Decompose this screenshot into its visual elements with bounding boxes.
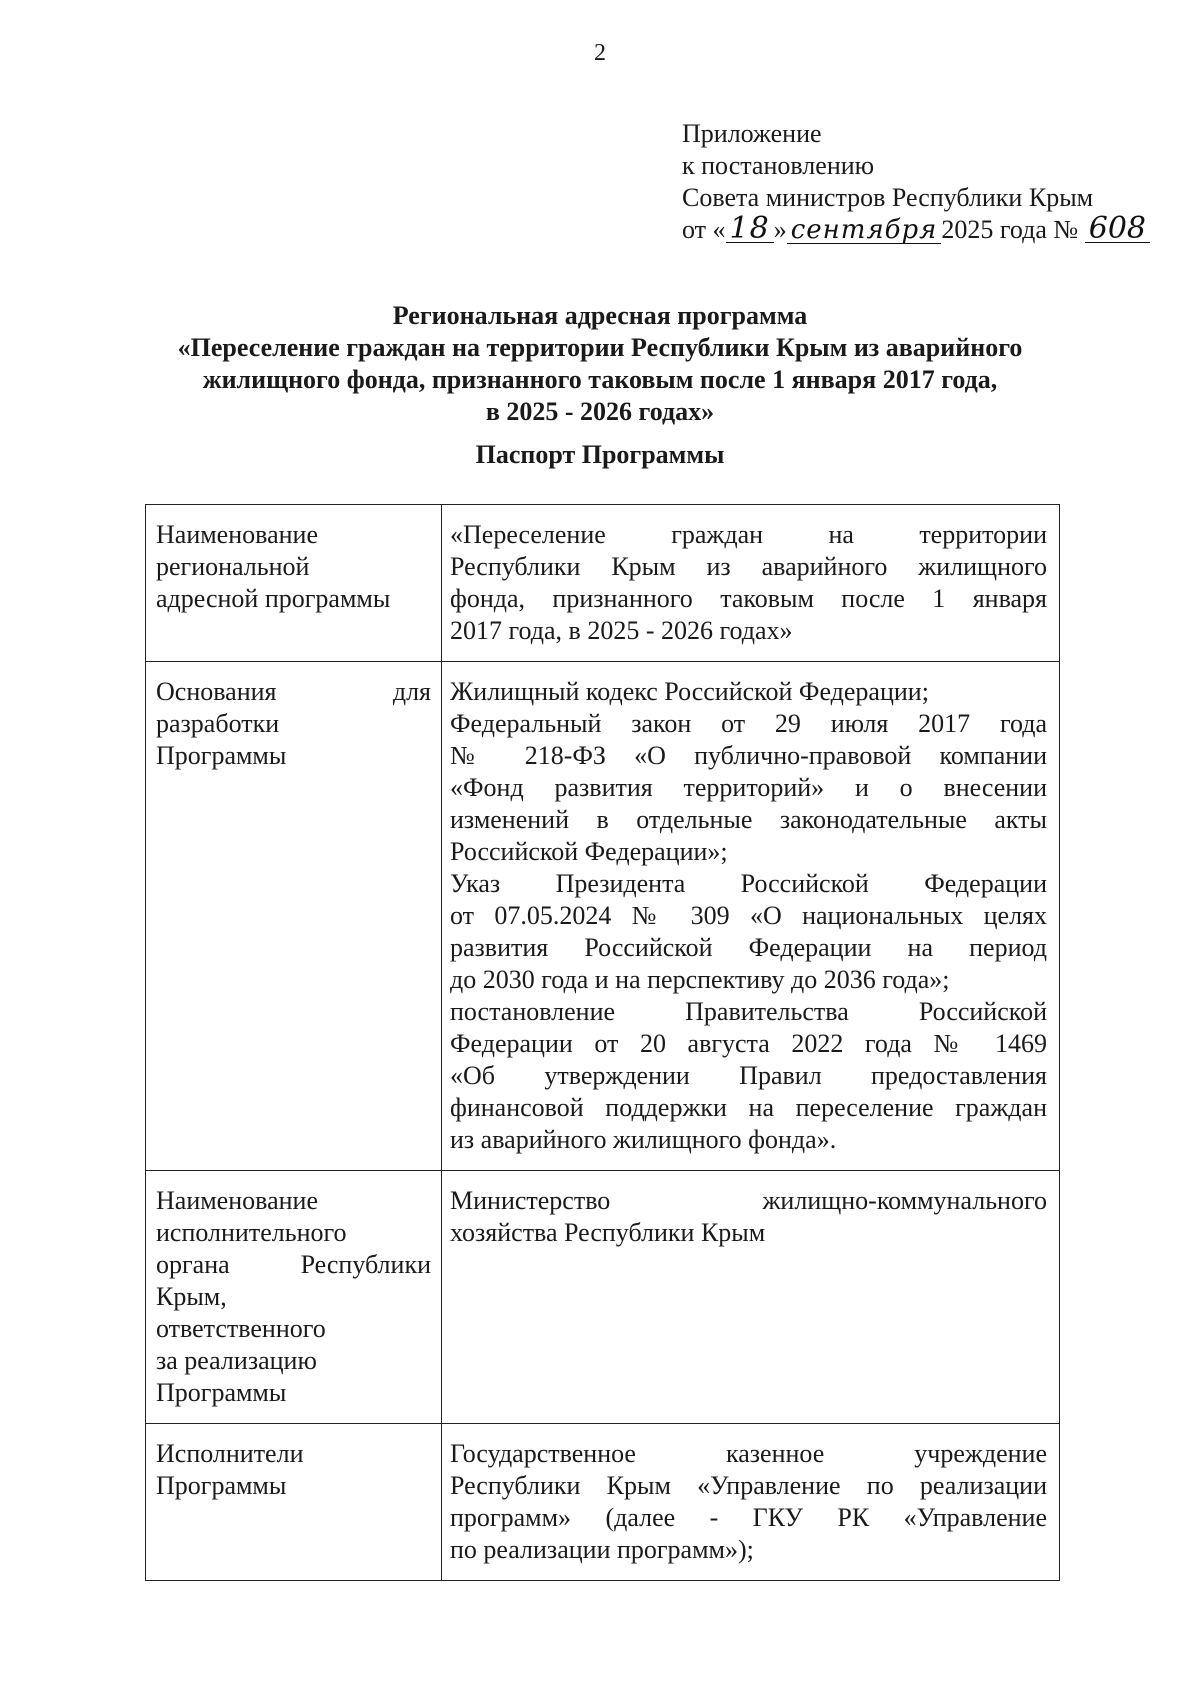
row-value-cell	[442, 662, 1060, 1171]
title-line-4: в 2025 - 2026 годах»	[485, 397, 715, 426]
row-value-line: до 2030 года и на перспективу до 2036 года»;	[450, 965, 950, 994]
handwritten-day: 18	[726, 216, 774, 243]
row-label-line: Программы	[156, 1471, 287, 1500]
row-value-line: «Об утверждении Правил предоставления	[450, 1061, 1047, 1090]
row-value-line: Федерации от 20 августа 2022 года № 1469	[450, 1029, 1047, 1058]
row-value-line: от 07.05.2024 № 309 «О национальных целях	[450, 901, 1047, 930]
row-value-line: программ» (далее - ГКУ РК «Управление	[450, 1503, 1047, 1532]
row-value-line: «Фонд развития территорий» и о внесении	[450, 773, 1047, 802]
row-value-line: Российской Федерации»;	[450, 837, 728, 866]
appendix-line-1: Приложение	[682, 119, 822, 148]
row-label-line: разработки	[156, 709, 280, 738]
handwritten-number: 608	[1085, 216, 1150, 243]
row-label-line: за реализацию	[156, 1346, 317, 1375]
title-line-3: жилищного фонда, признанного таковым после 1 января 2017 года,	[202, 365, 998, 394]
date-mid: »	[773, 215, 787, 244]
row-label-line: Основания для	[156, 677, 431, 706]
row-value-line: 2017 года, в 2025 - 2026 годах»	[450, 616, 793, 645]
document-title	[0, 300, 1200, 428]
row-value-cell	[442, 505, 1060, 662]
row-label-cell	[146, 505, 442, 662]
row-value-line: из аварийного жилищного фонда».	[450, 1125, 837, 1154]
row-label-line: ответственного	[156, 1314, 326, 1343]
passport-table	[145, 504, 1060, 1581]
row-value-line: Республики Крым из аварийного жилищного	[450, 552, 1047, 581]
appendix-block	[682, 118, 1150, 246]
handwritten-month: сентября	[787, 217, 942, 244]
title-line-2: «Переселение граждан на территории Республики Крым из аварийного	[177, 333, 1023, 362]
row-label-line: Программы	[156, 1378, 287, 1407]
row-value-line: финансовой поддержки на переселение граждан	[450, 1093, 1047, 1122]
row-value-line: постановление Правительства Российской	[450, 997, 1047, 1026]
date-prefix: от «	[682, 215, 726, 244]
passport-heading: Паспорт Программы	[475, 440, 725, 469]
row-label-line: адресной программы	[156, 584, 391, 613]
row-value-line: развития Российской Федерации на период	[450, 933, 1047, 962]
row-value-line: хозяйства Республики Крым	[450, 1218, 766, 1247]
row-value-cell	[442, 1171, 1060, 1424]
row-value-line: Государственное казенное учреждение	[450, 1439, 1047, 1468]
row-value-cell	[442, 1424, 1060, 1581]
appendix-line-3: Совета министров Республики Крым	[682, 183, 1094, 212]
row-value-line: № 218-ФЗ «О публично-правовой компании	[450, 741, 1047, 770]
row-label-line: Наименование	[156, 1186, 318, 1215]
appendix-date-line	[682, 211, 1150, 246]
appendix-line-2: к постановлению	[682, 151, 875, 180]
title-line-1: Региональная адресная программа	[392, 301, 808, 330]
row-label-line: исполнительного	[156, 1218, 347, 1247]
row-label-line: Крым,	[156, 1282, 227, 1311]
row-label-line: Исполнители	[156, 1439, 304, 1468]
row-value-line: Министерство жилищно-коммунального	[450, 1186, 1047, 1215]
table-row	[146, 662, 1060, 1171]
row-value-line: Республики Крым «Управление по реализации	[450, 1471, 1047, 1500]
table-row	[146, 505, 1060, 662]
row-label-line: Наименование	[156, 520, 318, 549]
date-year: 2025 года №	[941, 215, 1079, 244]
page-number: 2	[594, 40, 606, 66]
row-label-cell	[146, 662, 442, 1171]
row-value-line: Жилищный кодекс Российской Федерации;	[450, 677, 929, 706]
row-label-line: органа Республики	[156, 1250, 431, 1279]
row-value-line: по реализации программ»);	[450, 1535, 754, 1564]
row-label-cell	[146, 1171, 442, 1424]
row-value-line: Указ Президента Российской Федерации	[450, 869, 1047, 898]
row-value-line: «Переселение граждан на территории	[450, 520, 1047, 549]
row-label-line: Программы	[156, 741, 287, 770]
row-value-line: Федеральный закон от 29 июля 2017 года	[450, 709, 1047, 738]
table-row	[146, 1424, 1060, 1581]
row-value-line: фонда, признанного таковым после 1 января	[450, 584, 1047, 613]
row-label-cell	[146, 1424, 442, 1581]
row-label-line: региональной	[156, 552, 310, 581]
row-value-line: изменений в отдельные законодательные акты	[450, 805, 1047, 834]
table-row	[146, 1171, 1060, 1424]
